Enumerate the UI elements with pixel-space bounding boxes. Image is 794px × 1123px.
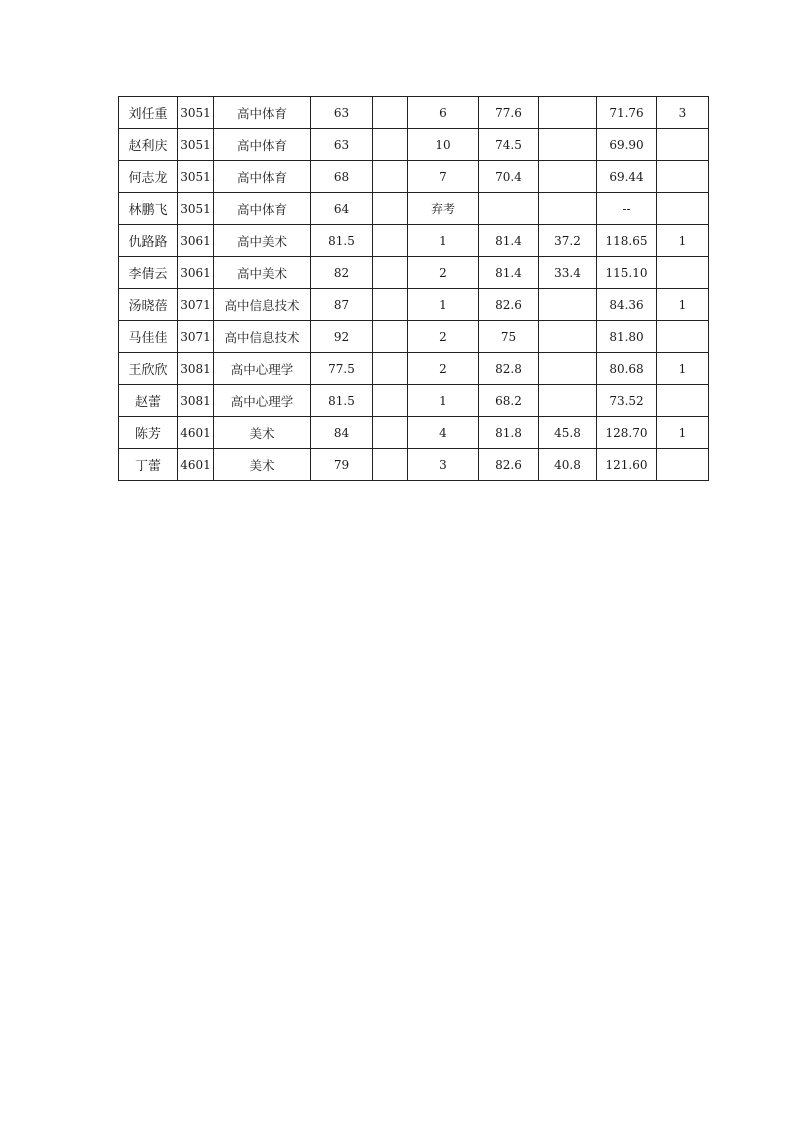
cell-order: 10 xyxy=(408,129,479,161)
cell-name: 何志龙 xyxy=(119,161,178,193)
table-body xyxy=(119,97,709,481)
cell-total-score: 118.65 xyxy=(597,225,657,257)
cell-post-code: 3061 xyxy=(178,257,214,289)
cell-order: 1 xyxy=(408,225,479,257)
cell-total-score: 115.10 xyxy=(597,257,657,289)
cell-written-score: 63 xyxy=(311,97,373,129)
cell-post-code: 3051 xyxy=(178,193,214,225)
cell-post-code: 3071 xyxy=(178,289,214,321)
cell-total-score: 69.90 xyxy=(597,129,657,161)
cell-skill-score: 45.8 xyxy=(539,417,597,449)
cell-rank xyxy=(657,257,709,289)
cell-name: 王欣欣 xyxy=(119,353,178,385)
score-table xyxy=(118,96,709,481)
cell-post-name: 高中美术 xyxy=(214,225,311,257)
cell-rank xyxy=(657,321,709,353)
cell-post-code: 3071 xyxy=(178,321,214,353)
cell-rank xyxy=(657,129,709,161)
cell-skill-score xyxy=(539,129,597,161)
cell-post-name: 高中体育 xyxy=(214,193,311,225)
cell-written-score: 81.5 xyxy=(311,225,373,257)
cell-written-score: 81.5 xyxy=(311,385,373,417)
cell-skill-score xyxy=(539,97,597,129)
cell-post-code: 3061 xyxy=(178,225,214,257)
cell-name: 马佳佳 xyxy=(119,321,178,353)
cell-total-score: 84.36 xyxy=(597,289,657,321)
cell-order: 4 xyxy=(408,417,479,449)
cell-post-name: 高中信息技术 xyxy=(214,321,311,353)
table-row xyxy=(119,417,709,449)
cell-order: 2 xyxy=(408,353,479,385)
cell-post-name: 高中体育 xyxy=(214,129,311,161)
cell-empty xyxy=(373,449,408,481)
table-row xyxy=(119,193,709,225)
table-row xyxy=(119,385,709,417)
cell-written-score: 79 xyxy=(311,449,373,481)
cell-written-score: 92 xyxy=(311,321,373,353)
cell-rank xyxy=(657,385,709,417)
cell-post-name: 高中信息技术 xyxy=(214,289,311,321)
cell-name: 赵利庆 xyxy=(119,129,178,161)
cell-skill-score: 40.8 xyxy=(539,449,597,481)
cell-empty xyxy=(373,353,408,385)
cell-interview-score xyxy=(479,193,539,225)
table-row xyxy=(119,129,709,161)
cell-post-name: 高中体育 xyxy=(214,161,311,193)
cell-interview-score: 82.8 xyxy=(479,353,539,385)
cell-order: 2 xyxy=(408,321,479,353)
table-row xyxy=(119,321,709,353)
cell-skill-score: 37.2 xyxy=(539,225,597,257)
cell-post-code: 3051 xyxy=(178,129,214,161)
cell-order: 1 xyxy=(408,289,479,321)
cell-written-score: 87 xyxy=(311,289,373,321)
cell-order: 7 xyxy=(408,161,479,193)
cell-interview-score: 81.4 xyxy=(479,225,539,257)
cell-post-code: 3081 xyxy=(178,385,214,417)
cell-interview-score: 75 xyxy=(479,321,539,353)
cell-written-score: 68 xyxy=(311,161,373,193)
table-row xyxy=(119,257,709,289)
cell-empty xyxy=(373,289,408,321)
table-row xyxy=(119,161,709,193)
cell-interview-score: 82.6 xyxy=(479,289,539,321)
cell-skill-score xyxy=(539,385,597,417)
cell-skill-score xyxy=(539,289,597,321)
cell-total-score: 80.68 xyxy=(597,353,657,385)
cell-post-name: 高中美术 xyxy=(214,257,311,289)
cell-empty xyxy=(373,97,408,129)
cell-post-name: 高中心理学 xyxy=(214,353,311,385)
cell-name: 陈芳 xyxy=(119,417,178,449)
cell-order: 6 xyxy=(408,97,479,129)
cell-written-score: 82 xyxy=(311,257,373,289)
cell-post-code: 4601 xyxy=(178,449,214,481)
cell-post-code: 4601 xyxy=(178,417,214,449)
cell-interview-score: 81.8 xyxy=(479,417,539,449)
table-row xyxy=(119,353,709,385)
cell-interview-score: 68.2 xyxy=(479,385,539,417)
cell-skill-score: 33.4 xyxy=(539,257,597,289)
cell-rank: 1 xyxy=(657,417,709,449)
cell-rank: 3 xyxy=(657,97,709,129)
cell-post-code: 3051 xyxy=(178,97,214,129)
cell-total-score: 73.52 xyxy=(597,385,657,417)
cell-interview-score: 81.4 xyxy=(479,257,539,289)
cell-name: 仇路路 xyxy=(119,225,178,257)
table-row xyxy=(119,289,709,321)
cell-post-name: 高中体育 xyxy=(214,97,311,129)
cell-post-code: 3081 xyxy=(178,353,214,385)
table-row xyxy=(119,449,709,481)
cell-skill-score xyxy=(539,161,597,193)
table-row xyxy=(119,97,709,129)
cell-interview-score: 74.5 xyxy=(479,129,539,161)
cell-total-score: -- xyxy=(597,193,657,225)
cell-empty xyxy=(373,257,408,289)
cell-skill-score xyxy=(539,193,597,225)
cell-written-score: 63 xyxy=(311,129,373,161)
cell-empty xyxy=(373,417,408,449)
cell-interview-score: 70.4 xyxy=(479,161,539,193)
cell-rank: 1 xyxy=(657,353,709,385)
cell-name: 李倩云 xyxy=(119,257,178,289)
cell-order: 2 xyxy=(408,257,479,289)
cell-total-score: 128.70 xyxy=(597,417,657,449)
cell-post-name: 高中心理学 xyxy=(214,385,311,417)
cell-post-name: 美术 xyxy=(214,449,311,481)
cell-rank: 1 xyxy=(657,225,709,257)
table-row xyxy=(119,225,709,257)
cell-total-score: 121.60 xyxy=(597,449,657,481)
cell-name: 汤晓蓓 xyxy=(119,289,178,321)
cell-empty xyxy=(373,129,408,161)
cell-empty xyxy=(373,225,408,257)
cell-interview-score: 77.6 xyxy=(479,97,539,129)
cell-order: 弃考 xyxy=(408,193,479,225)
cell-order: 1 xyxy=(408,385,479,417)
cell-order: 3 xyxy=(408,449,479,481)
cell-rank xyxy=(657,449,709,481)
cell-rank xyxy=(657,193,709,225)
cell-empty xyxy=(373,193,408,225)
cell-name: 林鹏飞 xyxy=(119,193,178,225)
cell-name: 赵蕾 xyxy=(119,385,178,417)
cell-name: 丁蕾 xyxy=(119,449,178,481)
cell-skill-score xyxy=(539,321,597,353)
cell-total-score: 81.80 xyxy=(597,321,657,353)
cell-rank: 1 xyxy=(657,289,709,321)
cell-empty xyxy=(373,321,408,353)
cell-written-score: 84 xyxy=(311,417,373,449)
cell-empty xyxy=(373,385,408,417)
cell-written-score: 77.5 xyxy=(311,353,373,385)
cell-written-score: 64 xyxy=(311,193,373,225)
cell-skill-score xyxy=(539,353,597,385)
cell-rank xyxy=(657,161,709,193)
cell-post-name: 美术 xyxy=(214,417,311,449)
cell-post-code: 3051 xyxy=(178,161,214,193)
cell-total-score: 71.76 xyxy=(597,97,657,129)
cell-total-score: 69.44 xyxy=(597,161,657,193)
cell-interview-score: 82.6 xyxy=(479,449,539,481)
cell-name: 刘任重 xyxy=(119,97,178,129)
cell-empty xyxy=(373,161,408,193)
